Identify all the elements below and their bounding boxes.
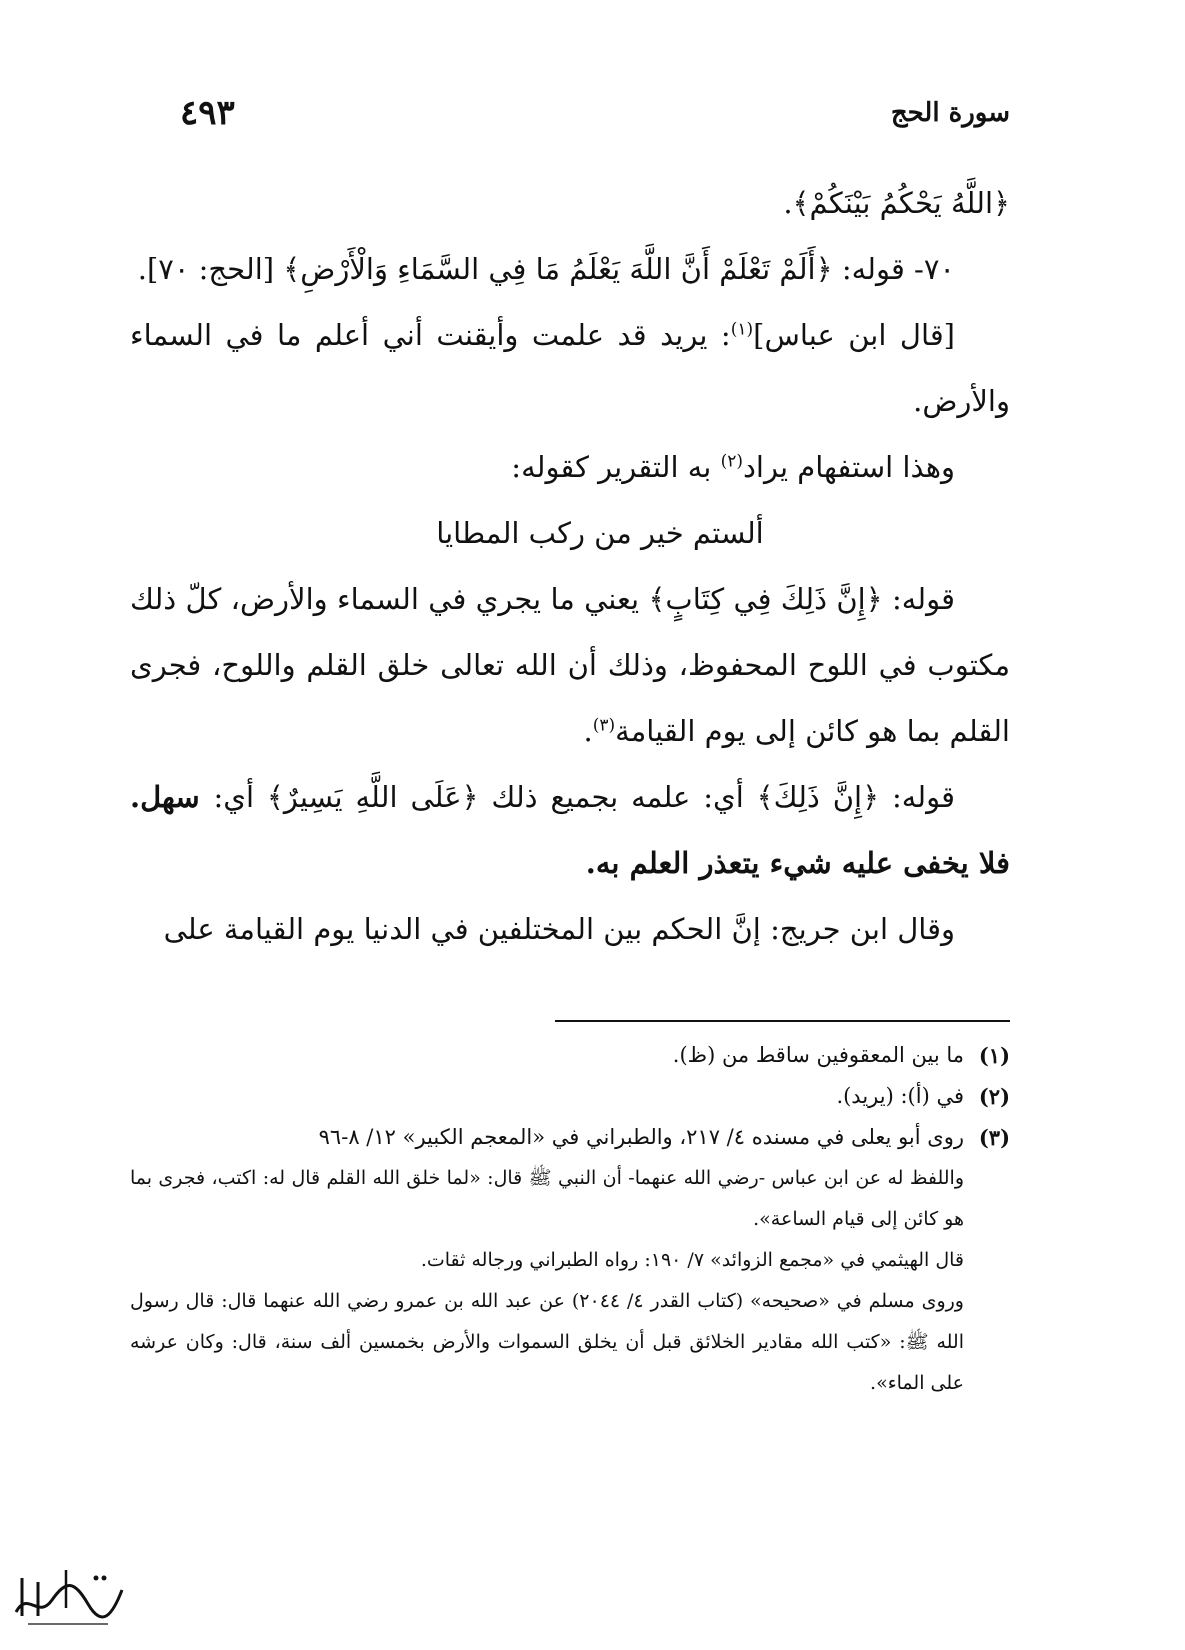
main-text	[130, 170, 1010, 962]
yasir-text: قوله: ﴿إِنَّ ذَلِكَ﴾ أي: علمه بجميع ذلك ﴿عَلَى اللَّهِ يَسِيرٌ﴾ أي:	[213, 780, 955, 814]
poem-line: ألستم خير من ركب المطايا	[436, 516, 764, 550]
footnote-line: قال الهيثمي في «مجمع الزوائد» ٧/ ١٩٠: رواه الطبراني ورجاله ثقات.	[420, 1249, 964, 1271]
istifham-paragraph	[130, 434, 1010, 500]
ibn-abbas-paragraph	[130, 302, 1010, 434]
footnote-line: في (أ): (يريد).	[836, 1084, 964, 1108]
kitab-paragraph	[130, 566, 1010, 764]
footnote-text	[130, 1117, 964, 1404]
page-header	[180, 88, 1010, 138]
istifham-text-end: به التقرير كقوله:	[511, 450, 721, 484]
surah-title: سورة الحج	[890, 98, 1010, 128]
footnote-number: (٣)	[978, 1125, 1010, 1150]
footnote-line: روى أبو يعلى في مسنده ٤/ ٢١٧، والطبراني في «المعجم الكبير» ١٢/ ٨-٩٦	[318, 1125, 964, 1149]
istifham-text-start: وهذا استفهام يراد	[743, 450, 955, 484]
footnote-ref-1[interactable]: (١)	[730, 319, 754, 340]
kitab-text: قوله: ﴿إِنَّ ذَلِكَ فِي كِتَابٍ﴾ يعني ما يجري في السماء والأرض، كلّ ذلك مكتوب في اللوح المحفوظ، وذلك أن الله تعالى خلق القلم واللوح، فجرى القلم بما هو كائن إلى يوم القيامة	[130, 582, 1010, 748]
ibn-abbas-text: : يريد قد علمت وأيقنت أني أعلم ما في السماء والأرض.	[130, 318, 1010, 418]
footnote-number: (٢)	[978, 1084, 1010, 1109]
footnote-2	[130, 1076, 1010, 1117]
footnote-1	[130, 1035, 1010, 1076]
yasir-paragraph	[130, 764, 1010, 896]
footnote-text	[130, 1076, 964, 1117]
kitab-end: .	[583, 714, 593, 748]
yasir-bold-text: سهل. فلا يخفى عليه شيء يتعذر العلم به.	[130, 780, 1010, 880]
footnote-line: وروى مسلم في «صحيحه» (كتاب القدر ٤/ ٢٠٤٤) عن عبد الله بن عمرو رضي الله عنهما قال: قال رسول الله ﷺ: «كتب الله مقادير الخلائق قبل أن يخلق السموات والأرض بخمسين ألف سنة، قال: وكان عرشه على الماء».	[130, 1290, 964, 1394]
footnote-number: (١)	[978, 1043, 1010, 1068]
footnote-3	[130, 1117, 1010, 1404]
footnotes-section	[130, 1035, 1010, 1404]
footnote-ref-3[interactable]: (٣)	[592, 715, 616, 736]
page-number: ٤٩٣	[180, 93, 235, 133]
footnote-text	[130, 1035, 964, 1076]
footnote-line: واللفظ له عن ابن عباس -رضي الله عنهما- أن النبي ﷺ قال: «لما خلق الله القلم قال له: اكتب، فجرى بما هو كائن إلى قيام الساعة».	[130, 1167, 964, 1230]
footnote-line: ما بين المعقوفين ساقط من (ظ).	[672, 1043, 964, 1067]
verse-fragment: ﴿اللَّهُ يَحْكُمُ بَيْنَكُمْ﴾.	[783, 186, 1010, 220]
ibn-jurayj-paragraph: وقال ابن جريج: إنَّ الحكم بين المختلفين في الدنيا يوم القيامة على	[163, 912, 955, 946]
publisher-stamp-logo	[8, 1560, 128, 1632]
ibn-abbas-label: [قال ابن عباس]	[753, 318, 955, 352]
footnote-ref-2[interactable]: (٢)	[720, 451, 743, 472]
verse-70-paragraph: ٧٠- قوله: ﴿أَلَمْ تَعْلَمْ أَنَّ اللَّهَ يَعْلَمُ مَا فِي السَّمَاءِ وَالْأَرْضِ﴾ [الحج: ٧٠].	[137, 252, 955, 286]
footnote-divider	[555, 1020, 1010, 1022]
